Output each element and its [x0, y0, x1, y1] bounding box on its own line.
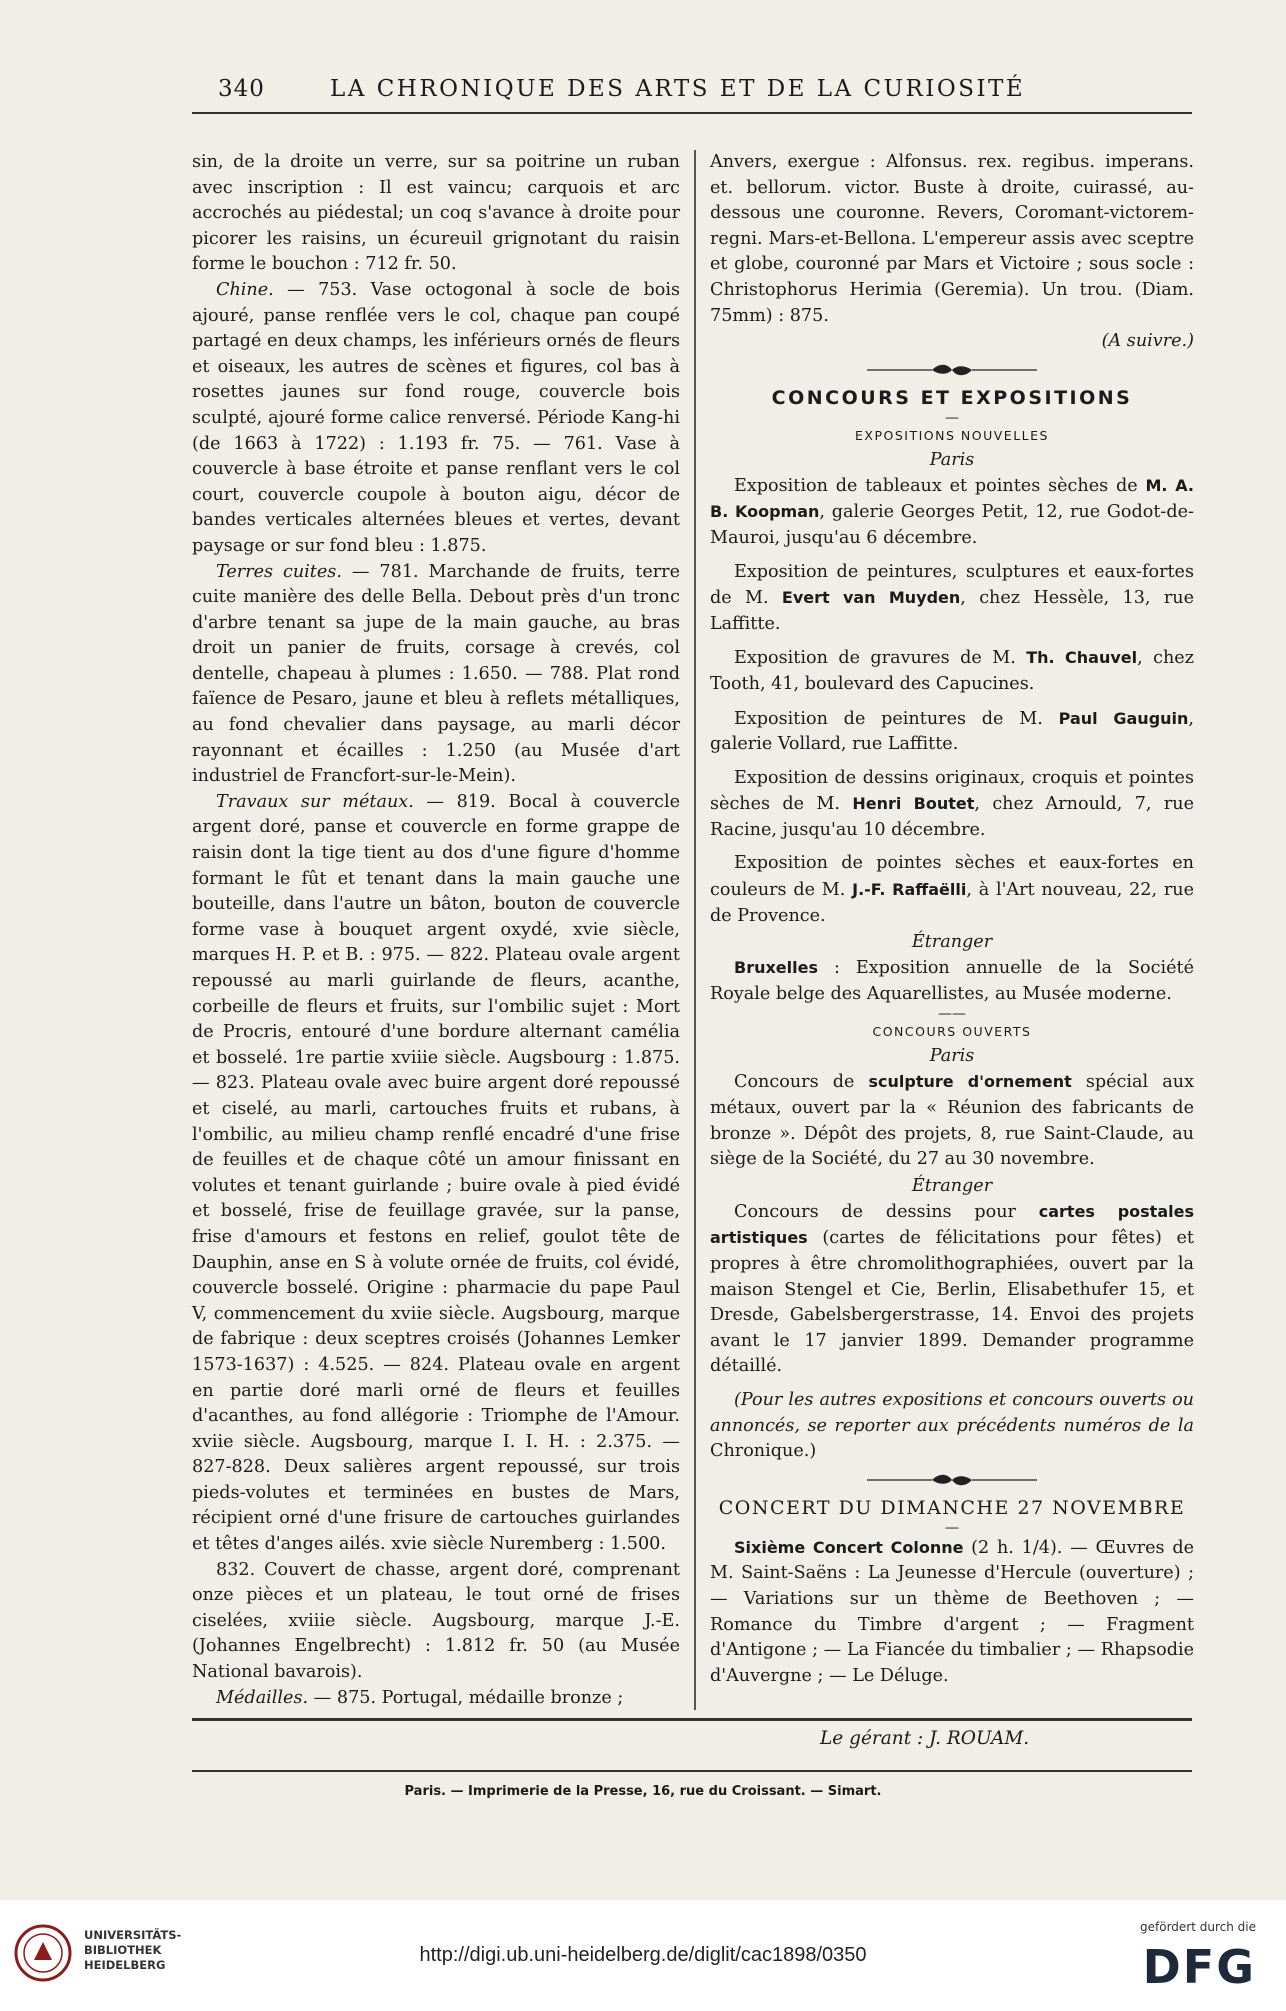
paragraph: [192, 560, 680, 790]
signature: [820, 1728, 1029, 1749]
short-rule: —: [945, 1519, 959, 1536]
region-heading: Étranger: [911, 1175, 993, 1196]
paragraph-text: — 753. Vase octogonal à socle de bois ajouré, panse renflée vers le col, chaque pan coupé partagé en deux champs, les inférieurs ornés de fleurs et oiseaux, les autres de scènes et figures, col bas à rosettes jaunes sur fond rouge, couvercle bois sculpté, ajouré forme calice renversé. Période Kang-hi (de 1663 à 1722) : 1.193 fr. 75. — 761. Vase à couvercle à base étroite et panse renflant vers le col court, couvercle coupole à bouton aigu, décor de bandes verticales alternées bleues et vertes, devant paysage or sur fond bleu : 1.875.: [192, 279, 680, 556]
artist-name: J.-F. Raffaëlli: [852, 880, 967, 900]
artist-name: Henri Boutet: [852, 794, 975, 814]
listing: [710, 851, 1194, 929]
listing-text: : Exposition annuelle de la Société Royale belge des Aquarellistes, au Musée moderne.: [710, 958, 1194, 1004]
imprint: Paris. — Imprimerie de la Presse, 16, rue du Croissant. — Simart.: [404, 1784, 882, 1799]
a-suivre: [710, 329, 1194, 355]
left-column: [192, 150, 680, 1711]
sub-heading: CONCOURS OUVERTS: [872, 1024, 1032, 1040]
institution-line: UNIVERSITÄTS-: [84, 1928, 182, 1942]
right-column: [710, 150, 1194, 1689]
paragraph: sin, de la droite un verre, sur sa poitrine un ruban avec inscription : Il est vaincu; carquois et arc accrochés au piédestal; un coq s'avance à droite pour picorer les raisins, un écureuil grignotant du raisin forme le bouchon : 712 fr. 50.: [192, 152, 680, 275]
short-rule: —: [945, 409, 959, 426]
paragraph-text: — 819. Bocal à couvercle argent doré, panse et couvercle en forme grappe de raisin dont la tige tient au dos d'une figure d'homme formant le fût et tenant dans la main gauche une bouteille, dans l'autre un bâton, bouton de couvercle forme vase à bouquet argent oxydé, xvie siècle, marques H. P. et B. : 975. — 822. Plateau ovale argent repoussé au marli guirlande de fleurs, acanthe, corbeille de fleurs et fruits, sur l'ombilic sujet : Mort de Procris, entouré d'une bordure alternant camélia et bosselé. 1re partie xviiie siècle. Augsbourg : 1.875. — 823. Plateau ovale avec buire argent doré repoussé et ciselé, au marli, cartouches fruits et rubans, à l'ombilic, au milieu champ renflé encadré d'une frise de feuilles et de chaque côté un amour finissant en volutes et tenant guirlande ; buire ovale à pied évidé et bosselé, frise de feuillage gravée, sur la panse, frise d'amours et festons en relief, goulot tête de Dauphin, anse en S à volute ornée de fruits, col évidé, couvercle bosselé. Origine : pharmacie du pape Paul V, commencement du xviie siècle. Augsbourg, marque de fabrique : deux sceptres croisés (Johannes Lemker 1573-1637) : 4.525. — 824. Plateau ovale en argent en partie doré marli orné de fleurs et feuilles d'acanthes, au fond allégorie : Triomphe de l'Amour. xviie siècle. Augsbourg, marque I. I. H. : 2.375. — 827-828. Deux salières argent repoussé, sur trois pieds-volutes et terminées en bustes de Mars, récipient orné d'une frisure de cartouches guirlandes et têtes d'anges ailés. xvie siècle Nuremberg : 1.500.: [192, 791, 680, 1555]
column-divider: [694, 150, 696, 1710]
listing-text: Concours de: [734, 1072, 869, 1093]
paragraph: [192, 790, 680, 1558]
section-label: Travaux sur métaux.: [216, 791, 414, 812]
paragraph: [192, 278, 680, 560]
listing-text: , chez Tooth, 41, boulevard des Capucines.: [710, 648, 1194, 694]
city-heading: Paris: [929, 1046, 975, 1067]
artist-name: Evert van Muyden: [781, 588, 961, 608]
listing: [710, 1069, 1194, 1172]
contest-name: cartes postales artistiques: [710, 1201, 1194, 1248]
section-label: Chine.: [216, 279, 274, 300]
listing-text: Exposition de tableaux et pointes sèches de: [734, 475, 1146, 496]
listing-text: Exposition de peintures de M.: [734, 708, 1059, 729]
paragraph-text: — 781. Marchande de fruits, terre cuite manière des delle Bella. Debout près d'un tronc d'arbre tenant sa jupe de la main gauche, au bras droit un panier de fruits, corsage à crevés, col dentelle, chapeau à plumes : 1.650. — 788. Plat rond faïence de Pesaro, jaune et bleu à reflets métalliques, au fond chevalier dans paysage, au marli décor rayonnant et écailles : 1.250 (au Musée d'art industriel de Francfort-sur-le-Mein).: [192, 561, 680, 787]
paragraph: [192, 1686, 680, 1712]
dfg-logo: DFG: [1142, 1940, 1256, 1994]
listing-text: Exposition de dessins originaux, croquis et pointes sèches de M.: [710, 767, 1194, 815]
note-text: (Pour les autres expositions et concours ouverts ou annoncés, se reporter aux précédents numéros de la: [710, 1389, 1194, 1436]
institution-line: BIBLIOTHEK: [84, 1943, 162, 1957]
signature-rule-bottom: [192, 1770, 1192, 1772]
running-title: LA CHRONIQUE DES ARTS ET DE LA CURIOSITÉ: [330, 76, 1026, 102]
city-name: Bruxelles: [734, 958, 818, 978]
institution-line: HEIDELBERG: [84, 1958, 166, 1972]
listing-text: spécial aux métaux, ouvert par la « Réunion des fabricants de bronze ». Dépôt des projets, 8, rue Saint-Claude, au siège de la Société, du 27 au 30 novembre.: [710, 1072, 1195, 1170]
listing-text: , chez Hessèle, 13, rue Laffitte.: [710, 588, 1194, 634]
ornament-divider: [857, 363, 1047, 377]
listing: [710, 706, 1194, 758]
artist-name: Paul Gauguin: [1058, 708, 1189, 728]
a-suivre-text: (A suivre.): [1101, 331, 1194, 352]
listing: [710, 645, 1194, 697]
artist-name: Th. Chauvel: [1026, 648, 1138, 668]
signature-text: Le gérant : J. ROUAM.: [820, 1728, 1030, 1749]
contest-name: sculpture d'ornement: [868, 1072, 1072, 1092]
listing: [710, 766, 1194, 844]
listing-text: , à l'Art nouveau, 22, rue de Provence.: [710, 880, 1194, 926]
concert-name: Sixième Concert Colonne: [734, 1537, 964, 1557]
listing-text: Concours de dessins pour: [734, 1201, 1039, 1222]
listing-text: Exposition de gravures de M.: [734, 648, 1027, 669]
listing-text: , galerie Georges Petit, 12, rue Godot-de-Mauroi, jusqu'au 6 décembre.: [710, 502, 1194, 548]
listing: [710, 560, 1194, 638]
region-heading: Étranger: [911, 932, 993, 953]
artist-name: M. A. B. Koopman: [710, 475, 1195, 522]
note-text: Chronique.): [710, 1441, 817, 1462]
city-heading: Paris: [929, 449, 975, 470]
short-rule: ——: [938, 1006, 966, 1023]
listing-text: , chez Arnould, 7, rue Racine, jusqu'au 10 décembre.: [710, 794, 1194, 840]
paragraph: 832. Couvert de chasse, argent doré, comprenant onze pièces et un plateau, le tout orné de frises ciselées, xviiie siècle. Augsbourg, marque J.-E. (Johannes Engelbrecht) : 1.812 fr. 50 (au Musée National bavarois).: [192, 1559, 680, 1683]
source-url-link[interactable]: http://digi.ub.uni-heidelberg.de/diglit/cac1898/0350: [419, 1944, 867, 1966]
listing: [710, 955, 1194, 1007]
concert-heading: CONCERT DU DIMANCHE 27 NOVEMBRE: [718, 1496, 1186, 1519]
section-heading: CONCOURS ET EXPOSITIONS: [771, 386, 1133, 409]
paragraph-text: — 875. Portugal, médaille bronze ;: [308, 1687, 624, 1708]
funded-by-label: gefördert durch die: [1140, 1920, 1256, 1934]
section-label: Médailles.: [216, 1687, 309, 1708]
sub-heading: EXPOSITIONS NOUVELLES: [855, 427, 1049, 443]
page-number: 340: [218, 76, 265, 102]
paragraph: Anvers, exergue : Alfonsus. rex. regibus. imperans. et. bellorum. victor. Buste à droite, cuirassé, au-dessous une couronne. Revers, Coromant-victorem-regni. Mars-et-Bellona. L'empereur assis avec sceptre et globe, couronné par Mars et Victoire ; sous socle : Christophorus Herimia (Geremia). Un trou. (Diam. 75mm) : 875.: [710, 152, 1194, 326]
listing-text: (cartes de félicitations pour fêtes) et propres à être chromolithographiées, ouvert par la maison Stengel et Cie, Berlin, Elisabethufer 15, et Dresde, Gabelsbergerstrasse, 14. Envoi des projets avant le 17 janvier 1899. Demander programme détaillé.: [710, 1228, 1194, 1377]
listing: [710, 473, 1194, 552]
listing: [710, 1199, 1194, 1380]
ornament-divider: [857, 1473, 1047, 1487]
listing-text: Exposition de peintures, sculptures et eaux-fortes de M.: [710, 561, 1194, 609]
note: [710, 1388, 1194, 1465]
signature-rule-top: [192, 1718, 1192, 1721]
footer-bar: [0, 1900, 1286, 2011]
listing-text: Exposition de pointes sèches et eaux-fortes en couleurs de M.: [710, 853, 1194, 901]
concert-program: [710, 1535, 1194, 1690]
concert-text: (2 h. 1/4). — Œuvres de M. Saint-Saëns : La Jeunesse d'Hercule (ouverture) ; — Variations sur un thème de Beethoven ; — Romance du Timbre d'argent ; — Fragment d'Antigone ; — La Fiancée du timbalier ; — Rhapsodie d'Auvergne ; — Le Déluge.: [710, 1537, 1194, 1686]
listing-text: , galerie Vollard, rue Laffitte.: [710, 708, 1194, 755]
header-rule: [192, 112, 1192, 114]
section-label: Terres cuites.: [216, 561, 342, 582]
